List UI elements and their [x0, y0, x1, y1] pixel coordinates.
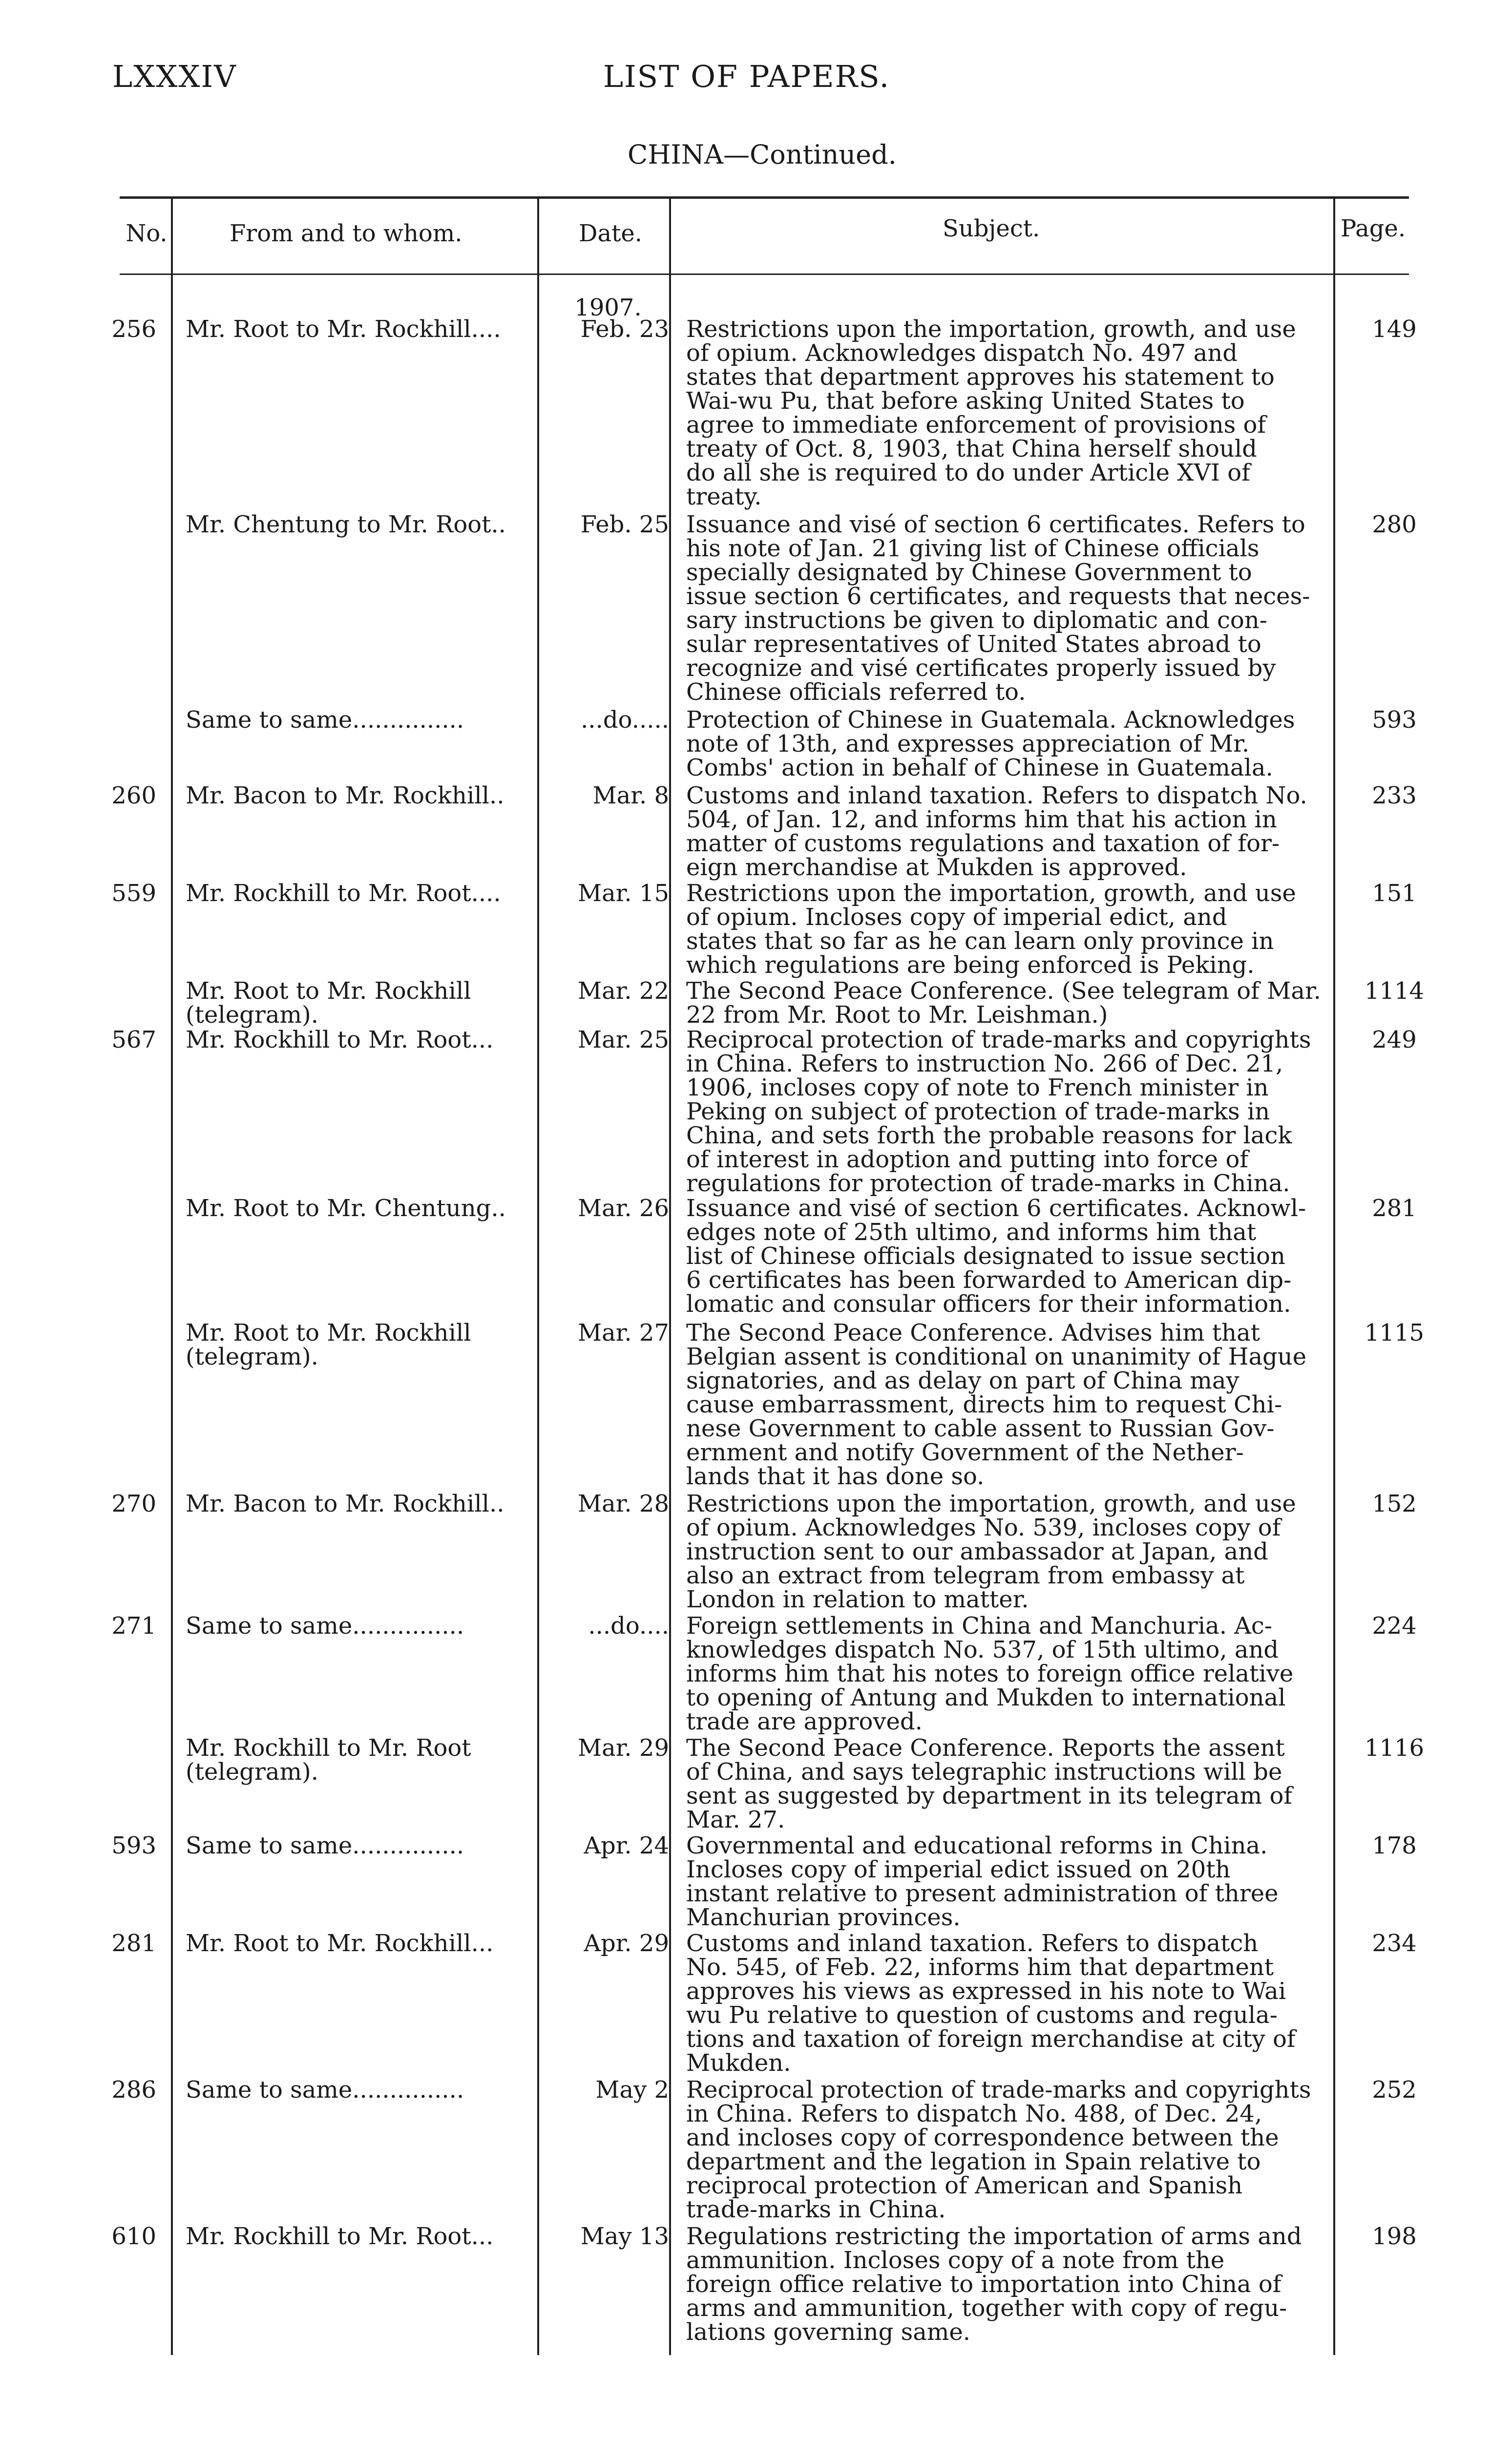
entry-date: Mar. 29: [577, 1734, 669, 1762]
entry-subject: Restrictions upon the importation, growth, and use of opium. Incloses copy of imperial edict, and states that so far as he can learn only province in which regulations are being enforced is Peking.: [686, 880, 1296, 979]
entry-page: 151: [1372, 880, 1417, 907]
entry-date: Mar. 26: [577, 1195, 669, 1222]
entry-subject: Protection of Chinese in Guatemala. Acknowledges note of 13th, and expresses appreciation of Mr. Combs' action in behalf of Chinese in Guatemala.: [686, 706, 1295, 781]
entry-subject: The Second Peace Conference. Advises him that Belgian assent is conditional on unanimity of Hague signatories, and as delay on part of China may cause embarrassment, directs him to request Chi- nese Government to cable assent to Russian Gov- ernment and notify Government of the Nether- lands that it has done so.: [686, 1319, 1307, 1490]
from-to-whom: Mr. Rockhill to Mr. Root (telegram).: [186, 1734, 471, 1786]
entry-date: ...do.....: [581, 706, 669, 734]
entry-number: 610: [111, 2223, 156, 2250]
entry-subject: The Second Peace Conference. (See telegram of Mar. 22 from Mr. Root to Mr. Leishman.): [686, 977, 1321, 1029]
from-to-whom: Mr. Rockhill to Mr. Root...: [186, 2223, 494, 2250]
entry-page: 152: [1372, 1490, 1417, 1517]
entry-date: Apr. 24: [584, 1832, 669, 1859]
column-divider: [1333, 196, 1335, 2355]
column-header-no: No.: [126, 220, 168, 247]
entry-subject: The Second Peace Conference. Reports the assent of China, and says telegraphic instructions will be sent as suggested by department in its telegram of Mar. 27.: [686, 1734, 1293, 1833]
entry-number: 256: [111, 316, 156, 343]
entry-date: Feb. 23: [580, 316, 669, 343]
entry-page: 249: [1372, 1026, 1417, 1053]
entry-number: 286: [111, 2076, 156, 2104]
entry-page: 224: [1372, 1612, 1417, 1640]
column-header-page: Page.: [1341, 215, 1406, 242]
running-title: LIST OF PAPERS.: [603, 59, 890, 94]
entry-page: 198: [1372, 2223, 1417, 2250]
entry-page: 593: [1372, 706, 1417, 734]
from-to-whom: Mr. Root to Mr. Rockhill...: [186, 1930, 494, 1957]
entry-subject: Customs and inland taxation. Refers to dispatch No. 504, of Jan. 12, and informs him that his action in matter of customs regulations and taxation of for- eign merchandise at Mukden is approved.: [686, 782, 1307, 881]
entry-page: 178: [1372, 1832, 1417, 1859]
entry-subject: Restrictions upon the importation, growth, and use of opium. Acknowledges dispatch No. 497 and states that department approves his statement to Wai-wu Pu, that before asking United States to agree to immediate enforcement of provisions of treaty of Oct. 8, 1903, that China herself should do all she is required to do under Article XVI of treaty.: [686, 316, 1296, 510]
entry-page: 1116: [1364, 1734, 1425, 1762]
from-to-whom: Same to same...............: [186, 1612, 464, 1640]
column-divider: [669, 196, 671, 2355]
from-to-whom: Mr. Bacon to Mr. Rockhill..: [186, 782, 504, 809]
year-label: 1907.: [574, 294, 642, 321]
entry-subject: Issuance and visé of section 6 certificates. Refers to his note of Jan. 21 giving list of Chinese officials specially designated by Chinese Government to issue section 6 certificates, and requests that neces- sary instructions be given to diplomatic and con- sular representatives of United States abroad to recognize and visé certificates properly issued by Chinese officials referred to.: [686, 511, 1310, 706]
entry-date: Feb. 25: [580, 511, 669, 538]
entry-subject: Restrictions upon the importation, growth, and use of opium. Acknowledges No. 539, incloses copy of instruction sent to our ambassador at Japan, and also an extract from telegram from embassy at London in relation to matter.: [686, 1490, 1296, 1613]
column-header-subject: Subject.: [943, 215, 1040, 242]
from-to-whom: Mr. Rockhill to Mr. Root...: [186, 1026, 494, 1053]
entry-date: Mar. 22: [577, 977, 669, 1005]
from-to-whom: Same to same...............: [186, 1832, 464, 1859]
entry-date: Mar. 28: [577, 1490, 669, 1517]
from-to-whom: Same to same...............: [186, 706, 464, 734]
column-header-date: Date.: [578, 220, 643, 247]
section-title: CHINA—Continued.: [628, 139, 897, 170]
entry-number: 270: [111, 1490, 156, 1517]
entry-page: 1114: [1364, 977, 1425, 1005]
table-top-rule: [120, 196, 1409, 199]
from-to-whom: Mr. Root to Mr. Rockhill....: [186, 316, 501, 343]
column-header-from-to: From and to whom.: [230, 220, 462, 247]
entry-number: 593: [111, 1832, 156, 1859]
entry-subject: Reciprocal protection of trade-marks and copyrights in China. Refers to instruction No. 266 of Dec. 21, 1906, incloses copy of note to French minister in Peking on subject of protection of trade-marks in China, and sets forth the probable reasons for lack of interest in adoption and putting into force of regulations for protection of trade-marks in China.: [686, 1026, 1311, 1197]
header-bottom-rule: [120, 274, 1409, 275]
entry-number: 559: [111, 880, 156, 907]
entry-date: Mar. 25: [577, 1026, 669, 1053]
entry-subject: Foreign settlements in China and Manchuria. Ac- knowledges dispatch No. 537, of 15th ultimo, and informs him that his notes to foreign office relative to opening of Antung and Mukden to international trade are approved.: [686, 1612, 1294, 1735]
entry-number: 271: [111, 1612, 156, 1640]
from-to-whom: Mr. Bacon to Mr. Rockhill..: [186, 1490, 504, 1517]
from-to-whom: Mr. Rockhill to Mr. Root....: [186, 880, 501, 907]
entry-date: Mar. 15: [577, 880, 669, 907]
entry-page: 281: [1372, 1195, 1417, 1222]
entry-date: Apr. 29: [584, 1930, 669, 1957]
entry-subject: Reciprocal protection of trade-marks and copyrights in China. Refers to dispatch No. 488, of Dec. 24, and incloses copy of correspondence between the department and the legation in Spain relative to reciprocal protection of American and Spanish trade-marks in China.: [686, 2076, 1311, 2223]
from-to-whom: Mr. Root to Mr. Chentung..: [186, 1195, 506, 1222]
from-to-whom: Same to same...............: [186, 2076, 464, 2104]
entry-subject: Customs and inland taxation. Refers to dispatch No. 545, of Feb. 22, informs him that department approves his views as expressed in his note to Wai wu Pu relative to question of customs and regula- tions and taxation of foreign merchandise at city of Mukden.: [686, 1930, 1296, 2077]
entry-page: 149: [1372, 316, 1417, 343]
entry-date: Mar. 8: [592, 782, 669, 809]
entry-number: 567: [111, 1026, 156, 1053]
from-to-whom: Mr. Root to Mr. Rockhill (telegram).: [186, 977, 471, 1029]
from-to-whom: Mr. Chentung to Mr. Root..: [186, 511, 506, 538]
entry-number: 260: [111, 782, 156, 809]
entry-date: May 13: [580, 2223, 669, 2250]
entry-page: 1115: [1364, 1319, 1425, 1347]
entry-page: 234: [1372, 1930, 1417, 1957]
entry-date: Mar. 27: [577, 1319, 669, 1347]
entry-page: 233: [1372, 782, 1417, 809]
entry-date: May 2: [595, 2076, 669, 2104]
entry-number: 281: [111, 1930, 156, 1957]
column-divider: [171, 196, 173, 2355]
entry-subject: Governmental and educational reforms in China. Incloses copy of imperial edict issued on 20th instant relative to present administration of three Manchurian provinces.: [686, 1832, 1279, 1931]
entry-page: 280: [1372, 511, 1417, 538]
from-to-whom: Mr. Root to Mr. Rockhill (telegram).: [186, 1319, 471, 1370]
entry-subject: Regulations restricting the importation of arms and ammunition. Incloses copy of a note from the foreign office relative to importation into China of arms and ammunition, together with copy of regu- lations governing same.: [686, 2223, 1302, 2346]
entry-date: ...do....: [588, 1612, 669, 1640]
entry-page: 252: [1372, 2076, 1417, 2104]
page-number: LXXXIV: [112, 59, 237, 94]
entry-subject: Issuance and visé of section 6 certificates. Acknowl- edges note of 25th ultimo, and informs him that list of Chinese officials designated to issue section 6 certificates has been forwarded to American dip- lomatic and consular officers for their information.: [686, 1195, 1306, 1318]
